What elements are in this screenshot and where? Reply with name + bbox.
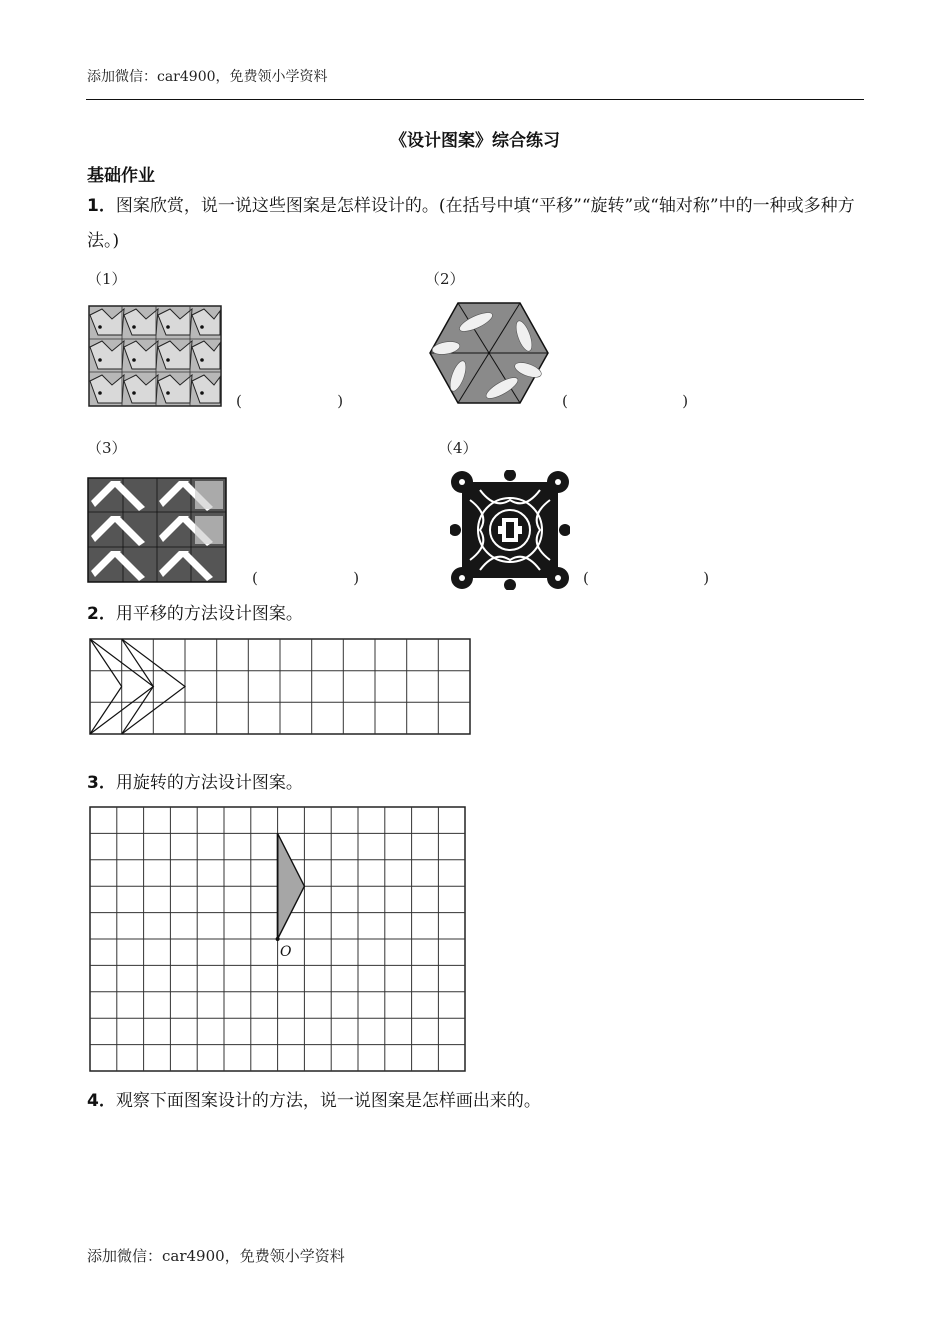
item-4-label: （4）	[438, 439, 478, 457]
rotation-point-label: O	[280, 944, 292, 960]
translation-grid[interactable]	[89, 638, 471, 736]
item-2-blank[interactable]: ( )	[562, 392, 689, 410]
header-watermark: 添加微信：car4900，免费领小学资料	[87, 69, 328, 85]
question-1	[87, 189, 867, 259]
item-4-blank[interactable]: ( )	[583, 569, 710, 587]
figure-fish-pattern	[88, 305, 222, 407]
page-title: 《设计图案》综合练习	[390, 131, 560, 151]
figure-chevron-pattern	[87, 477, 227, 583]
section-heading: 基础作业	[87, 166, 155, 186]
item-3-blank[interactable]: ( )	[252, 569, 360, 587]
question-3	[87, 766, 303, 801]
footer-watermark: 添加微信：car4900，免费领小学资料	[87, 1247, 345, 1265]
item-3-label: （3）	[87, 439, 127, 457]
figure-hexagon	[428, 300, 550, 406]
question-4	[87, 1084, 541, 1119]
question-4-number: 4．	[87, 1091, 116, 1111]
item-1-blank[interactable]: ( )	[236, 392, 344, 410]
header-divider	[86, 99, 864, 100]
question-1-text: 图案欣赏，说一说这些图案是怎样设计的。(在括号中填“平移”“旋转”或“轴对称”中的一种或多种方法。)	[87, 196, 855, 251]
rotation-shape	[278, 833, 305, 939]
question-4-text: 观察下面图案设计的方法，说一说图案是怎样画出来的。	[115, 1091, 541, 1111]
question-3-number: 3．	[87, 773, 116, 793]
question-2-text: 用平移的方法设计图案。	[115, 604, 303, 624]
item-1-label: （1）	[87, 270, 127, 288]
question-2	[87, 597, 303, 632]
rotation-grid[interactable]	[89, 806, 467, 1074]
question-3-text: 用旋转的方法设计图案。	[115, 773, 303, 793]
question-1-number: 1．	[87, 196, 116, 216]
item-2-label: （2）	[425, 270, 465, 288]
question-2-number: 2．	[87, 604, 116, 624]
figure-ornament	[450, 470, 570, 590]
